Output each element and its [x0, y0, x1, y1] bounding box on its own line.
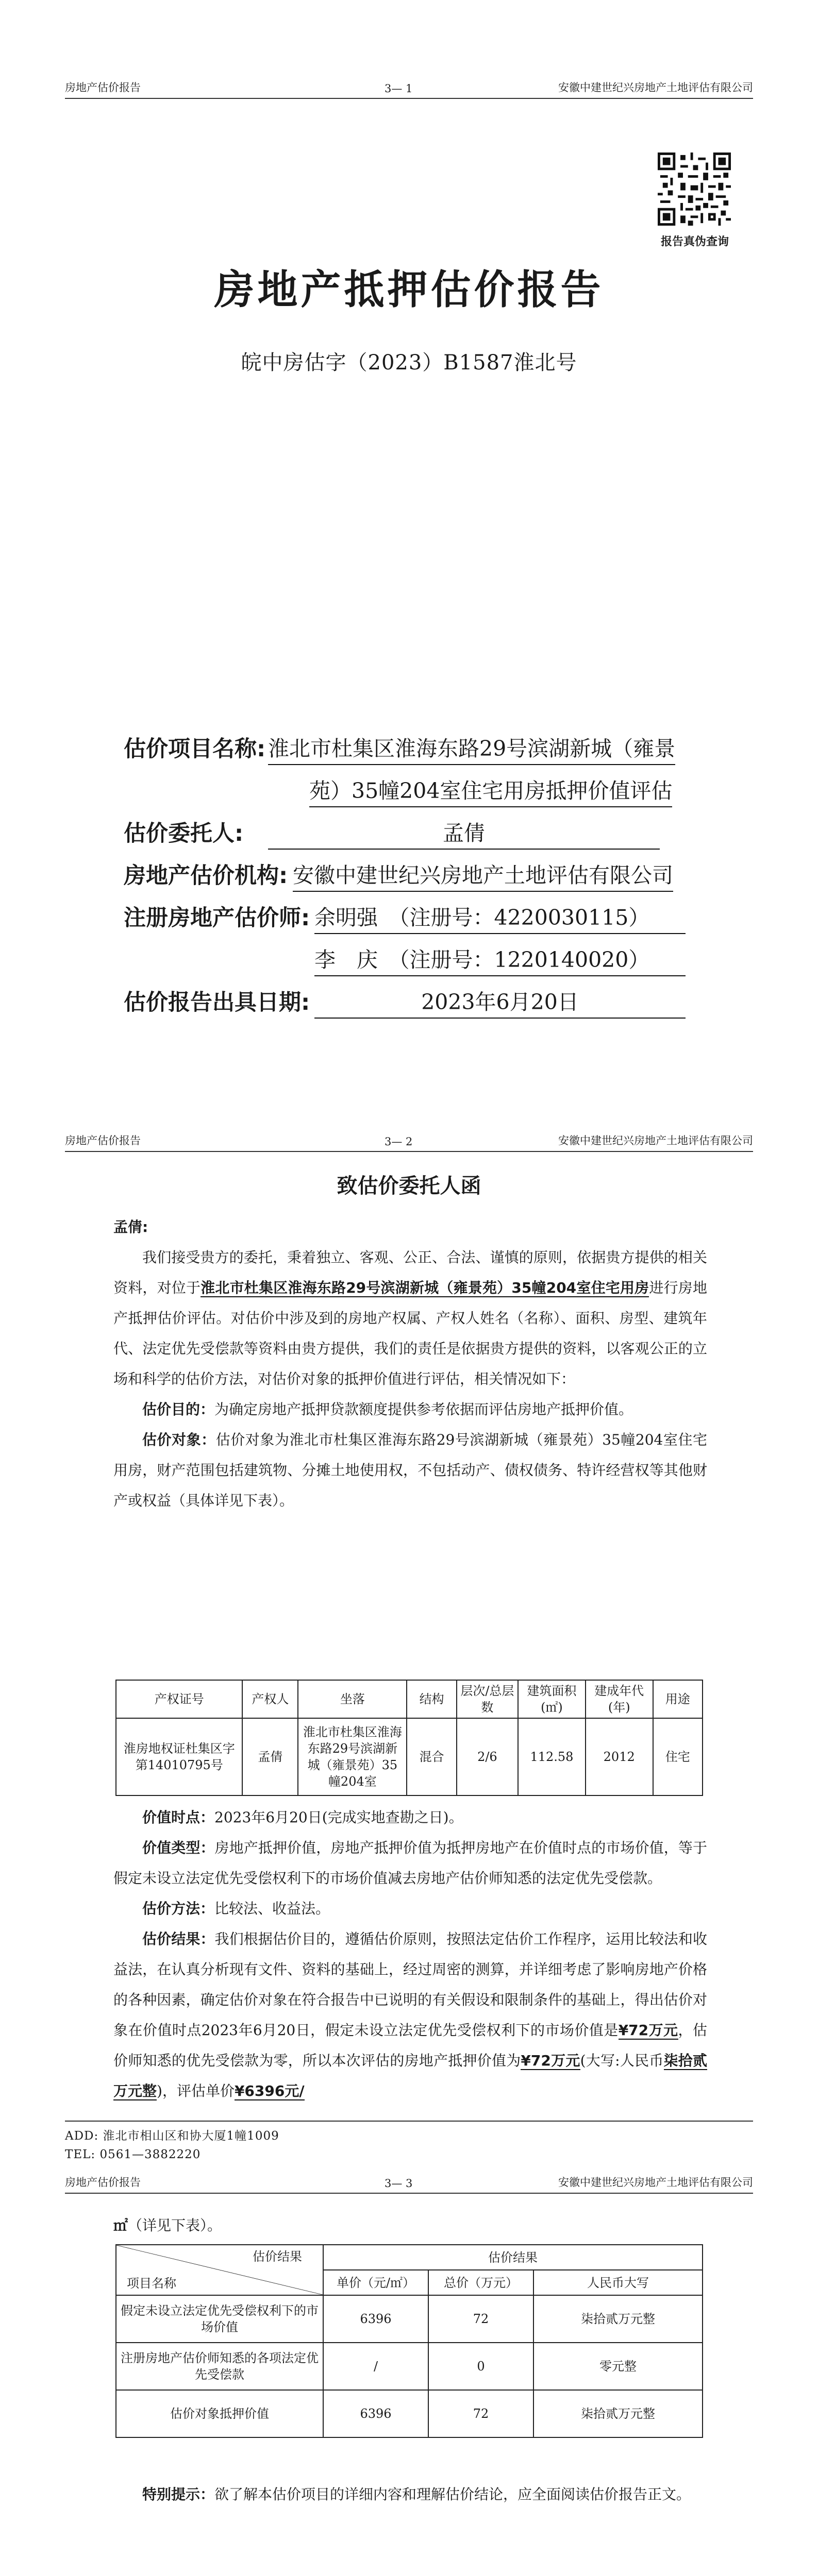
agency-value: 安徽中建世纪兴房地产土地评估有限公司 [293, 858, 673, 892]
purpose-paragraph [113, 1394, 707, 1425]
unit-square-meter: ㎡ [113, 2217, 128, 2234]
result-text-e: (大写:人民币 [580, 2052, 664, 2069]
row-upper: 柒拾贰万元整 [533, 2295, 703, 2343]
appraiser-2: 李 庆 （注册号：1220140020） [314, 943, 686, 976]
time-paragraph [113, 1802, 707, 1833]
result-mortgage-value: ¥72万元 [521, 2052, 580, 2069]
cover-page [0, 0, 818, 1087]
cell-owner: 孟倩 [242, 1718, 298, 1795]
purpose-text: 为确定房地产抵押贷款额度提供参考依据而评估房地产抵押价值。 [214, 1401, 633, 1418]
table-header-row [116, 1680, 703, 1718]
table-row [116, 1718, 703, 1795]
row-upper: 柒拾贰万元整 [533, 2390, 703, 2437]
result-text-c: ，估价师知悉的优先受偿款为零，所以本次评估的房地产抵押价值为 [113, 2022, 707, 2069]
letter-body-2 [113, 1802, 707, 2106]
row-total: 0 [428, 2343, 533, 2390]
col-total-price: 总价（万元） [428, 2270, 533, 2295]
corner-cell [116, 2245, 323, 2295]
cell-location: 淮北市杜集区淮海东路29号滨湖新城（雍景苑）35幢204室 [298, 1718, 407, 1795]
tip-paragraph [113, 2479, 707, 2510]
page-header [65, 1133, 753, 1152]
report-date-label: 估价报告出具日期: [124, 990, 310, 1015]
page-header [65, 80, 753, 99]
project-name-line2: 苑）35幢204室住宅用房抵押价值评估 [309, 774, 672, 807]
report-number: 皖中房估字（2023）B1587淮北号 [241, 351, 577, 375]
appraiser-label: 注册房地产估价师: [124, 905, 310, 931]
type-label: 价值类型： [142, 1839, 215, 1856]
letter-body [113, 1212, 707, 1516]
intro-address: 淮北市杜集区淮海东路29号滨湖新城（雍景苑）35幢204室住宅用房 [201, 1279, 649, 1296]
group-header: 估价结果 [323, 2245, 703, 2270]
header-right: 安徽中建世纪兴房地产土地评估有限公司 [558, 1134, 753, 1147]
table-row [116, 2343, 703, 2390]
corner-bottom: 项目名称 [127, 2276, 176, 2291]
cell-structure: 混合 [407, 1718, 456, 1795]
object-paragraph [113, 1425, 707, 1516]
intro-text-c: 进行房地产抵押估价评估。对估价中涉及到的房地产权属、产权人姓名（名称）、面积、房型、建筑年代、法定优先受偿款等资料由贵方提供，我们的责任是依据贵方提供的资料，以客观公正的立场和科学的估价方法，对估价对象的抵押价值进行评估，相关情况如下： [113, 1279, 707, 1387]
col-owner: 产权人 [242, 1680, 298, 1718]
col-year: 建成年代(年) [586, 1680, 653, 1718]
time-text: 2023年6月20日(完成实地查勘之日)。 [214, 1809, 463, 1826]
valuation-results-table [115, 2244, 703, 2438]
results-header-row-1 [116, 2245, 703, 2270]
row-name: 注册房地产估价师知悉的各项法定优先受偿款 [116, 2343, 323, 2390]
salutation: 孟倩: [113, 1218, 148, 1235]
result-continuation [113, 2210, 707, 2241]
result-text-g: )，评估单价 [157, 2082, 235, 2099]
header-page-number: 3— 3 [385, 2177, 413, 2190]
header-page-number: 3— 2 [385, 1136, 413, 1148]
tip-text: 欲了解本估价项目的详细内容和理解估价结论，应全面阅读估价报告正文。 [214, 2486, 691, 2503]
result-text-a: 我们根据估价目的，遵循估价原则，按照法定估价工作程序，运用比较法和收益法，在认真分析现有文件、资料的基础上，经过周密的测算，并详细考虑了影响房地产价格的各种因素，确定估价对象在符合报告中已说明的有关假设和限制条件的基础上，得出估价对象在价值时点2023年6月20日，假定未设立法定优先受偿权利下的市场价值是 [113, 1930, 707, 2039]
header-right: 安徽中建世纪兴房地产土地评估有限公司 [558, 2176, 753, 2189]
cell-floor: 2/6 [457, 1718, 518, 1795]
result-label: 估价结果： [142, 1930, 215, 1947]
cell-area: 112.58 [518, 1718, 586, 1795]
header-left: 房地产估价报告 [65, 81, 141, 94]
letter-title: 致估价委托人函 [337, 1174, 481, 1198]
page-footer [65, 2121, 753, 2164]
col-location: 坐落 [298, 1680, 407, 1718]
qr-caption: 报告真伪查询 [660, 235, 729, 248]
letter-paragraph-intro [113, 1242, 707, 1394]
row-price: / [323, 2343, 428, 2390]
object-label: 估价对象： [142, 1431, 216, 1448]
header-left: 房地产估价报告 [65, 2176, 141, 2189]
method-label: 估价方法： [142, 1900, 215, 1917]
project-name-line1: 淮北市杜集区淮海东路29号滨湖新城（雍景 [268, 732, 675, 765]
header-right: 安徽中建世纪兴房地产土地评估有限公司 [558, 81, 753, 94]
header-left: 房地产估价报告 [65, 1134, 141, 1147]
col-unit-price: 单价（元/㎡） [323, 2270, 428, 2295]
report-date-value: 2023年6月20日 [314, 985, 686, 1019]
table-row [116, 2390, 703, 2437]
row-name: 假定未设立法定优先受偿权利下的市场价值 [116, 2295, 323, 2343]
footer-tel: TEL: 0561—3882220 [65, 2148, 201, 2161]
client-value: 孟倩 [268, 816, 660, 850]
page-header [65, 2175, 753, 2194]
project-name-label: 估价项目名称: [124, 736, 266, 762]
qr-code-icon[interactable] [658, 152, 731, 226]
object-text: 估价对象为淮北市杜集区淮海东路29号滨湖新城（雍景苑）35幢204室住宅用房，财产范围包括建筑物、分摊土地使用权，不包括动产、债权债务、特许经营权等其他财产或权益（具体详见下表）。 [113, 1431, 707, 1509]
type-paragraph [113, 1833, 707, 1893]
col-floor: 层次/总层数 [457, 1680, 518, 1718]
row-total: 72 [428, 2295, 533, 2343]
cell-year: 2012 [586, 1718, 653, 1795]
purpose-label: 估价目的： [142, 1401, 215, 1418]
row-total: 72 [428, 2390, 533, 2437]
table-row [116, 2295, 703, 2343]
special-tip [113, 2479, 707, 2510]
type-text: 房地产抵押价值，房地产抵押价值为抵押房地产在价值时点的市场价值，等于假定未设立法定优先受偿权利下的市场价值减去房地产估价师知悉的法定优先受偿款。 [113, 1839, 707, 1887]
cell-use: 住宅 [653, 1718, 703, 1795]
header-page-number: 3— 1 [385, 82, 413, 95]
time-label: 价值时点： [142, 1809, 215, 1826]
row-upper: 零元整 [533, 2343, 703, 2390]
row-price: 6396 [323, 2295, 428, 2343]
appraiser-1: 余明强 （注册号：4220030115） [314, 901, 686, 934]
result-market-value: ¥72万元 [618, 2022, 678, 2039]
tip-label: 特别提示： [142, 2486, 215, 2503]
col-use: 用途 [653, 1680, 703, 1718]
corner-top: 估价结果 [253, 2249, 302, 2264]
client-label: 估价委托人: [124, 821, 244, 846]
col-cert: 产权证号 [116, 1680, 242, 1718]
cell-cert: 淮房地权证杜集区字第14010795号 [116, 1718, 242, 1795]
method-text: 比较法、收益法。 [214, 1900, 330, 1917]
method-paragraph [113, 1893, 707, 1924]
footer-address: ADD: 淮北市相山区和协大厦1幢1009 [65, 2129, 279, 2143]
property-table [115, 1680, 703, 1796]
agency-label: 房地产估价机构: [124, 863, 288, 889]
col-area: 建筑面积(㎡) [518, 1680, 586, 1718]
result-upper-amount: 柒拾贰万元整 [113, 2052, 707, 2099]
result-unit-price: ¥6396元/ [234, 2082, 305, 2099]
col-upper-case: 人民币大写 [533, 2270, 703, 2295]
result-paragraph [113, 1924, 707, 2106]
see-table-text: （详见下表）。 [128, 2217, 222, 2234]
col-structure: 结构 [407, 1680, 456, 1718]
report-title: 房地产抵押估价报告 [214, 266, 604, 313]
row-price: 6396 [323, 2390, 428, 2437]
intro-text-a: 我们接受贵方的委托，秉着独立、客观、公正、合法、谨慎的原则，依据贵方提供的相关资料，对位于 [113, 1249, 707, 1296]
row-name: 估价对象抵押价值 [116, 2390, 323, 2437]
